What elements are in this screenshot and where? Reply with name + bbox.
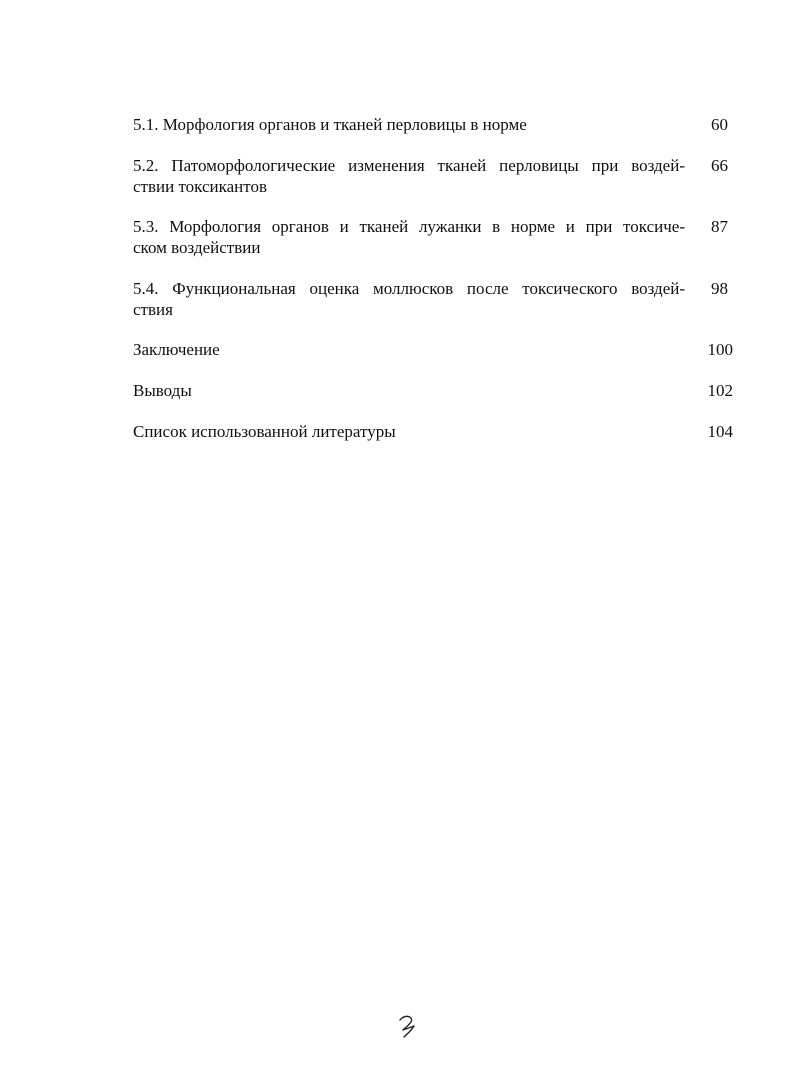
toc-entry-title-line: Выводы: [133, 381, 192, 400]
toc-entry-page-number: 60: [711, 115, 728, 134]
toc-entry-title: [133, 339, 685, 360]
handwritten-mark: [394, 1012, 424, 1042]
toc-entry-title: [133, 380, 685, 401]
toc-entry-title: [133, 278, 685, 320]
toc-entry-title-line: 5.4. Функциональная оценка моллюсков после токсического воздей-: [133, 279, 685, 298]
toc-entry-page-number: 98: [711, 279, 728, 298]
toc-entry-page-number: 102: [707, 381, 733, 400]
toc-entry-title: [133, 421, 685, 442]
toc-entry-page-number: 87: [711, 217, 728, 236]
toc-entry-title: [133, 114, 685, 135]
toc-entry-title-line: 5.1. Морфология органов и тканей перловицы в норме: [133, 115, 527, 134]
toc-entry-title-line: 5.3. Морфология органов и тканей лужанки в норме и при токсиче-: [133, 217, 685, 236]
toc-entry-page-number: 104: [707, 422, 733, 441]
toc-entry-title-line: Заключение: [133, 340, 220, 359]
toc-entry-title-line: Список использованной литературы: [133, 422, 396, 441]
toc-entry-title: [133, 216, 685, 258]
toc-entry-page-number: 66: [711, 156, 728, 175]
toc-entry-title-line: 5.2. Патоморфологические изменения тканей перловицы при воздей-: [133, 156, 685, 175]
toc-entry-title-line: ствии токсикантов: [133, 177, 268, 196]
toc-entry-title-line: ствия: [133, 300, 173, 319]
toc-entry-title-line: ском воздействии: [133, 238, 261, 257]
toc-entry-title: [133, 155, 685, 197]
toc-entry-page-number: 100: [707, 340, 733, 359]
